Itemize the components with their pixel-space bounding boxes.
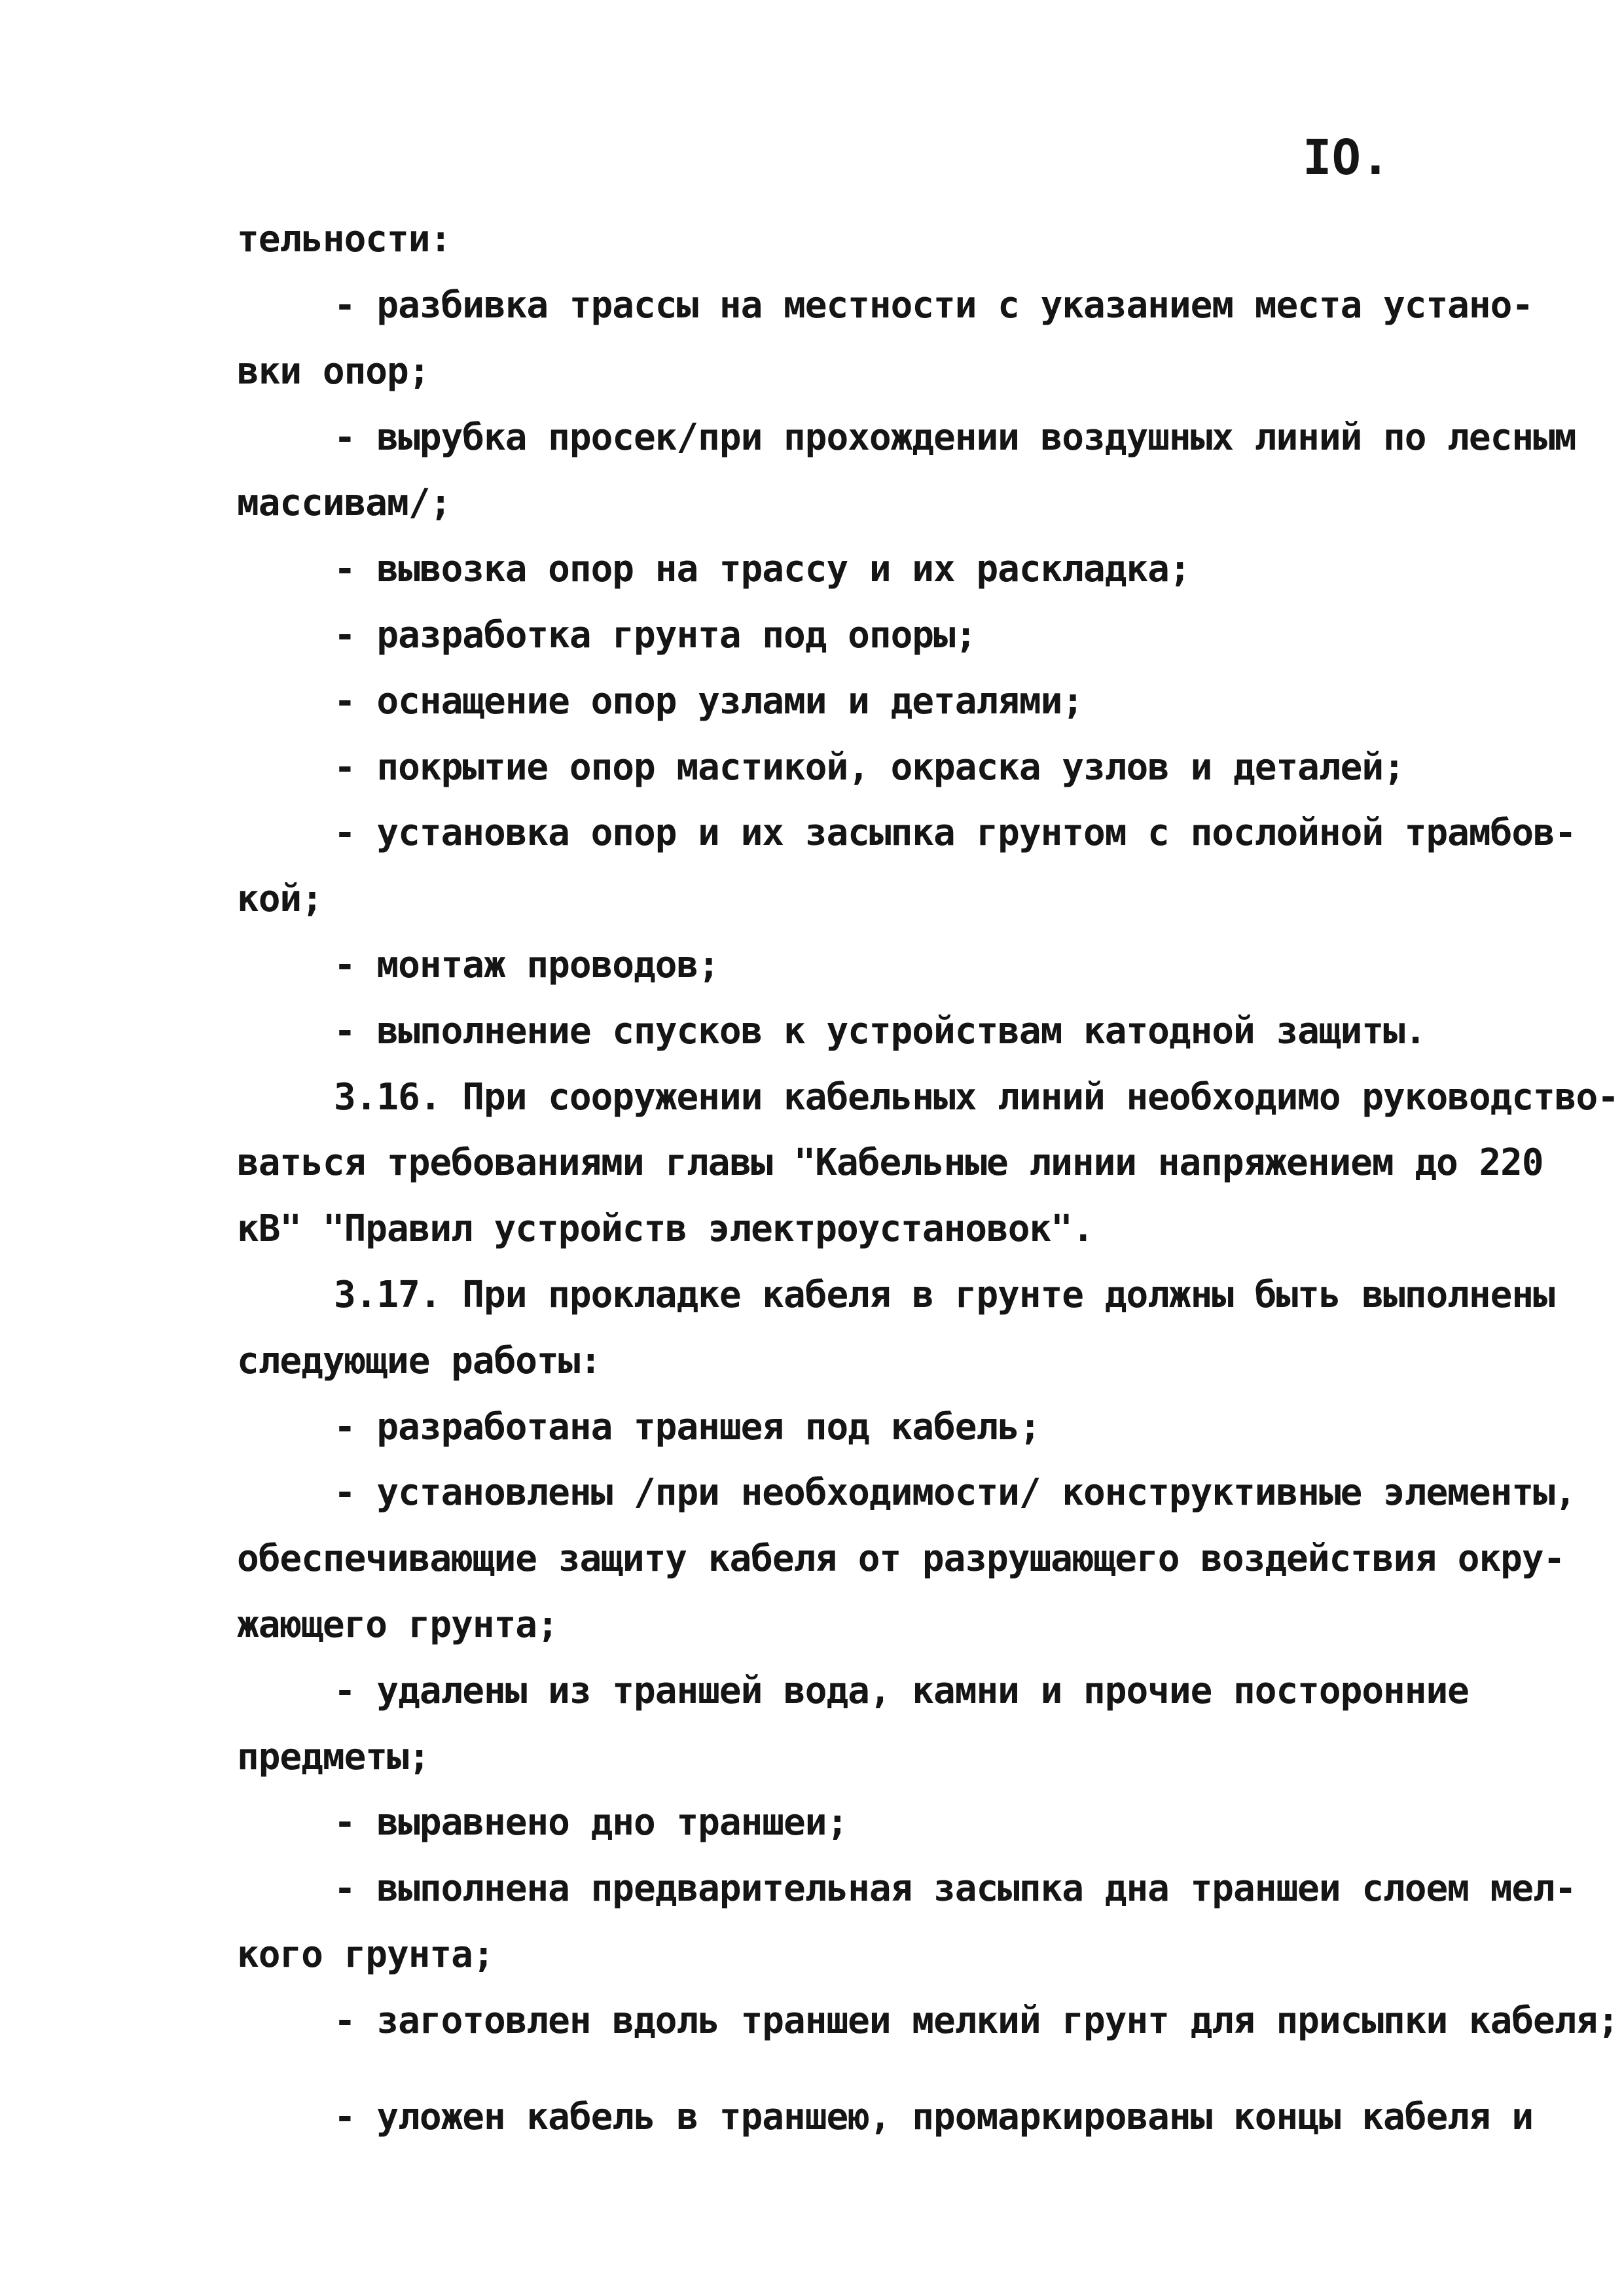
text-line: жающего грунта; — [237, 1604, 558, 1646]
text-line: - разработка грунта под опоры; — [334, 614, 977, 656]
text-line: - заготовлен вдоль траншеи мелкий грунт для присыпки кабеля; — [334, 2000, 1619, 2042]
text-line: - вывозка опор на трассу и их раскладка; — [334, 548, 1191, 590]
text-line: - уложен кабель в траншею, промаркированы концы кабеля и — [334, 2096, 1534, 2138]
text-line: - удалены из траншей вода, камни и прочие посторонние — [334, 1670, 1469, 1712]
text-line: - монтаж проводов; — [334, 944, 719, 986]
text-line: - выполнена предварительная засыпка дна траншеи слоем мел- — [334, 1867, 1576, 1910]
text-line: - покрытие опор мастикой, окраска узлов и деталей; — [334, 746, 1405, 789]
text-line: массивам/; — [237, 482, 452, 524]
text-line: кого грунта; — [237, 1933, 494, 1976]
text-line: - оснащение опор узлами и деталями; — [334, 680, 1084, 723]
text-line: - разработана траншея под кабель; — [334, 1406, 1041, 1448]
text-line: обеспечивающие защиту кабеля от разрушающего воздействия окру- — [237, 1537, 1565, 1580]
text-line: - вырубка просек/при прохождении воздушных линий по лесным — [334, 416, 1576, 459]
text-line: - установлены /при необходимости/ конструктивные элементы, — [334, 1471, 1576, 1514]
text-line: - установка опор и их засыпка грунтом с послойной трамбов- — [334, 812, 1576, 854]
text-line: - выполнение спусков к устройствам катодной защиты. — [334, 1010, 1426, 1052]
page-number: IO. — [1303, 130, 1390, 186]
text-line: 3.16. При сооружении кабельных линий необходимо руководство- — [334, 1076, 1619, 1119]
text-line: следующие работы: — [237, 1340, 602, 1382]
text-line: 3.17. При прокладке кабеля в грунте должны быть выполнены — [334, 1274, 1555, 1316]
text-line: предметы; — [237, 1736, 430, 1778]
text-line: - выравнено дно траншеи; — [334, 1801, 848, 1844]
text-line: ваться требованиями главы "Кабельные линии напряжением до 220 — [237, 1141, 1543, 1184]
text-line: кВ" "Правил устройств электроустановок". — [237, 1208, 1094, 1250]
text-line: - разбивка трассы на местности с указанием места устано- — [334, 284, 1534, 327]
text-line: тельности: — [237, 218, 452, 260]
text-line: вки опор; — [237, 350, 430, 393]
text-line: кой; — [237, 878, 323, 920]
